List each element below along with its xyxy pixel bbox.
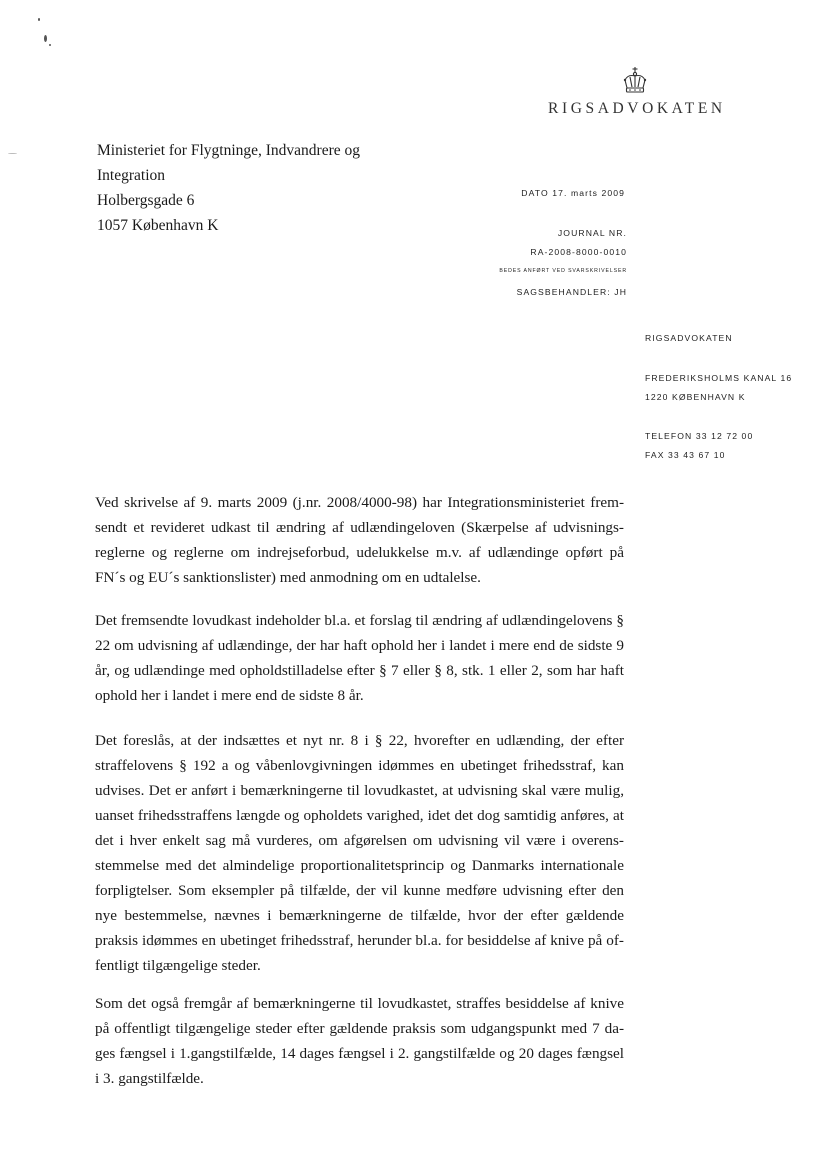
paragraph-line: år, og udlændinge med opholdstilladelse efter § 7 eller § 8, stk. 1 eller 2, som har haft: [95, 662, 624, 679]
scan-speck: [38, 18, 40, 21]
paragraph-line: uanset frihedsstraffens længde og opholdets varighed, idet det dog samtidig anføres, at: [95, 807, 624, 824]
paragraph-line: praksis idømmes en ubetinget frihedsstraf, herunder bl.a. for besiddelse af knive på of-: [95, 932, 624, 949]
body-paragraph: [95, 608, 624, 708]
organization-name: RIGSADVOKATEN: [548, 100, 726, 117]
body-paragraph: [95, 490, 624, 590]
scan-speck: [8, 153, 17, 154]
journal-label: JOURNAL NR.: [557, 228, 627, 238]
scan-speck: [49, 44, 51, 46]
paragraph-line: nye bestemmelse, nævnes i bemærkningerne de tilfælde, hvor der efter gældende: [95, 907, 624, 924]
caseworker: SAGSBEHANDLER: JH: [516, 287, 627, 297]
quote-note: BEDES ANFØRT VED SVARSKRIVELSER: [499, 268, 627, 274]
scan-speck: [44, 35, 47, 42]
paragraph-line: FN´s og EU´s sanktionslister) med anmodning om en udtalelse.: [95, 569, 481, 586]
recipient-line: Holbergsgade 6: [97, 192, 195, 209]
paragraph-line: Det fremsendte lovudkast indeholder bl.a. et forslag til ændring af udlændingelovens §: [95, 612, 624, 629]
paragraph-line: Det foreslås, at der indsættes et nyt nr. 8 i § 22, hvorefter en udlænding, der efter: [95, 732, 624, 749]
paragraph-line: stemmelse med det almindelige proportionalitetsprincip og Danmarks internationale: [95, 857, 624, 874]
paragraph-line: straffelovens § 192 a og våbenlovgivningen idømmes en ubetinget frihedsstraf, kan: [95, 757, 624, 774]
sender-street: FREDERIKSHOLMS KANAL 16: [645, 373, 793, 383]
paragraph-line: Som det også fremgår af bemærkningerne til lovudkastet, straffes besiddelse af knive: [95, 995, 624, 1012]
paragraph-line: ges fængsel i 1.gangstilfælde, 14 dages fængsel i 2. gangstilfælde og 20 dages fængsel: [95, 1045, 624, 1062]
paragraph-line: sendt et revideret udkast til ændring af udlændingeloven (Skærpelse af udvisnings-: [95, 519, 624, 536]
letter-date: DATO 17. marts 2009: [521, 188, 625, 198]
recipient-line: Integration: [97, 167, 166, 184]
crown-logo-icon: [621, 66, 649, 96]
paragraph-line: fentligt tilgængelige steder.: [95, 957, 261, 974]
paragraph-line: 22 om udvisning af udlændinge, der har haft ophold her i landet i mere end de sidste 9: [95, 637, 624, 654]
body-paragraph: [95, 991, 624, 1091]
paragraph-line: Ved skrivelse af 9. marts 2009 (j.nr. 2008/4000-98) har Integrationsministeriet frem-: [95, 494, 624, 511]
recipient-line: Ministeriet for Flygtninge, Indvandrere og: [97, 142, 361, 159]
sender-fax: FAX 33 43 67 10: [645, 450, 726, 460]
paragraph-line: forpligtelser. Som eksempler på tilfælde, der vil kunne medføre udvisning efter den: [95, 882, 624, 899]
paragraph-line: reglerne og reglerne om indrejseforbud, udelukkelse m.v. af udlændinge opført på: [95, 544, 624, 561]
body-paragraph: [95, 728, 624, 978]
sender-phone: TELEFON 33 12 72 00: [645, 431, 754, 441]
sender-name: RIGSADVOKATEN: [645, 333, 733, 343]
paragraph-line: det i hver enkelt sag må vurderes, om afgørelsen om udvisning vil være i overens-: [95, 832, 624, 849]
recipient-line: 1057 København K: [97, 217, 219, 234]
journal-number: RA-2008-8000-0010: [530, 247, 627, 257]
paragraph-line: ophold her i landet i mere end de sidste 8 år.: [95, 687, 364, 704]
paragraph-line: på offentligt tilgængelige steder efter gældende praksis som udgangspunkt med 7 da-: [95, 1020, 624, 1037]
sender-city: 1220 KØBENHAVN K: [645, 392, 746, 402]
paragraph-line: i 3. gangstilfælde.: [95, 1070, 204, 1087]
recipient-address: [97, 138, 360, 238]
paragraph-line: udvises. Det er anført i bemærkningerne til lovudkastet, at udvisning skal være mulig,: [95, 782, 624, 799]
